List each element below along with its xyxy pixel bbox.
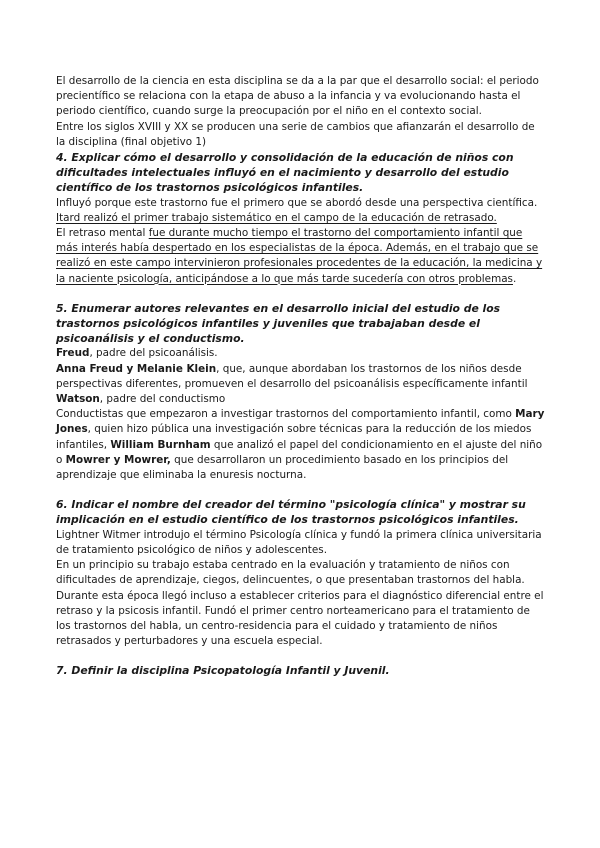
- q4-answer-3-underlined: fue durante mucho tiempo el trastorno del comportamiento infantil que más interés había despertado en los especialistas de la época. Además, en el trabajo que se realizó en este campo intervinieron profesionales procedentes de la educación, la medicina y la naciente psicología, anticipándose a lo que más tarde sucedería con otros problemas: [56, 227, 543, 285]
- document-page: [56, 74, 546, 679]
- author-watson: Watson: [56, 393, 100, 406]
- q6-answer-1: Lightner Witmer introdujo el término Psicología clínica y fundó la primera clínica universitaria de tratamiento psicológico de niños y adolescentes.: [56, 528, 542, 556]
- q5-cond-d: que desarrollaron un procedimiento basado en los principios del aprendizaje que eliminaba la enuresis nocturna.: [56, 453, 509, 482]
- author-mowrer: Mowrer y Mowrer,: [65, 453, 171, 466]
- q5-cond-c: que analizó el papel del condicionamiento en el ajuste del niño o: [56, 438, 543, 466]
- intro-paragraph-2: Entre los siglos XVIII y XX se producen una serie de cambios que afianzarán el desarrollo de la disciplina (final objetivo 1): [56, 120, 535, 148]
- q4-itard-underlined: Itard realizó el primer trabajo sistemático en el campo de la educación de retrasado.: [56, 211, 497, 224]
- q4-answer-3-end: .: [512, 272, 517, 285]
- q6-answer-2: En un principio su trabajo estaba centrado en la evaluación y tratamiento de niños con dificultades de aprendizaje, ciegos, delincuentes, o que presentaban trastornos del habla. Durante esta época llegó incluso a establecer criterios para el diagnóstico diferencial entre el retraso y la psicosis infantil. Fundó el primer centro norteamericano para el tratamiento de los trastornos del habla, un centro-residencia para el cuidado y tratamiento de niños retrasados y perturbadores y una escuela especial.: [56, 559, 544, 648]
- q4-answer-1: Influyó porque este trastorno fue el primero que se abordó desde una perspectiva científica.: [56, 196, 538, 209]
- author-anna-melanie: Anna Freud y Melanie Klein: [56, 362, 217, 375]
- q5-watson-text: , padre del conductismo: [99, 393, 226, 406]
- spacer: [56, 649, 546, 663]
- author-freud: Freud: [56, 347, 90, 360]
- spacer: [56, 483, 546, 497]
- q5-cond-a: Conductistas que empezaron a investigar trastornos del comportamiento infantil, como: [56, 408, 516, 421]
- question-7-heading: 7. Definir la disciplina Psicopatología Infantil y Juvenil.: [56, 664, 390, 678]
- q5-anna-melanie: [56, 362, 546, 392]
- q4-answer-2: [56, 211, 546, 226]
- q5-anna-text: , que, aunque abordaban los trastornos de los niños desde perspectivas diferentes, promueven el desarrollo del psicoanálisis específicamente infantil: [56, 362, 528, 390]
- q4-answer-3: [56, 226, 546, 287]
- spacer: [56, 287, 546, 301]
- author-william-burnham: William Burnham: [110, 438, 211, 451]
- q5-conductistas: [56, 407, 546, 483]
- q5-freud: [56, 346, 546, 361]
- question-4-heading: 4. Explicar cómo el desarrollo y consolidación de la educación de niños con dificultades intelectuales influyó en el nacimiento y desarrollo del estudio científico de los trastornos psicológicos infantiles.: [56, 151, 514, 195]
- question-6-heading: 6. Indicar el nombre del creador del término "psicología clínica" y mostrar su implicación en el estudio científico de los trastornos psicológicos infantiles.: [56, 498, 526, 527]
- author-mary-jones: Mary Jones: [56, 408, 545, 436]
- q5-freud-text: , padre del psicoanálisis.: [89, 347, 218, 360]
- q5-cond-b: , quien hizo pública una investigación sobre técnicas para la reducción de los miedos infantiles,: [56, 423, 532, 451]
- q5-watson: [56, 392, 546, 407]
- intro-paragraph-1: El desarrollo de la ciencia en esta disciplina se da a la par que el desarrollo social: el periodo precientífico se relaciona con la etapa de abuso a la infancia y va evolucionando hasta el periodo científico, cuando surge la preocupación por el niño en el contexto social.: [56, 75, 539, 118]
- q4-answer-3-lead: El retraso mental: [56, 227, 149, 240]
- question-5-heading: 5. Enumerar autores relevantes en el desarrollo inicial del estudio de los trastornos psicológicos infantiles y juveniles que trabajaban desde el psicoanálisis y el conductismo.: [56, 301, 501, 346]
